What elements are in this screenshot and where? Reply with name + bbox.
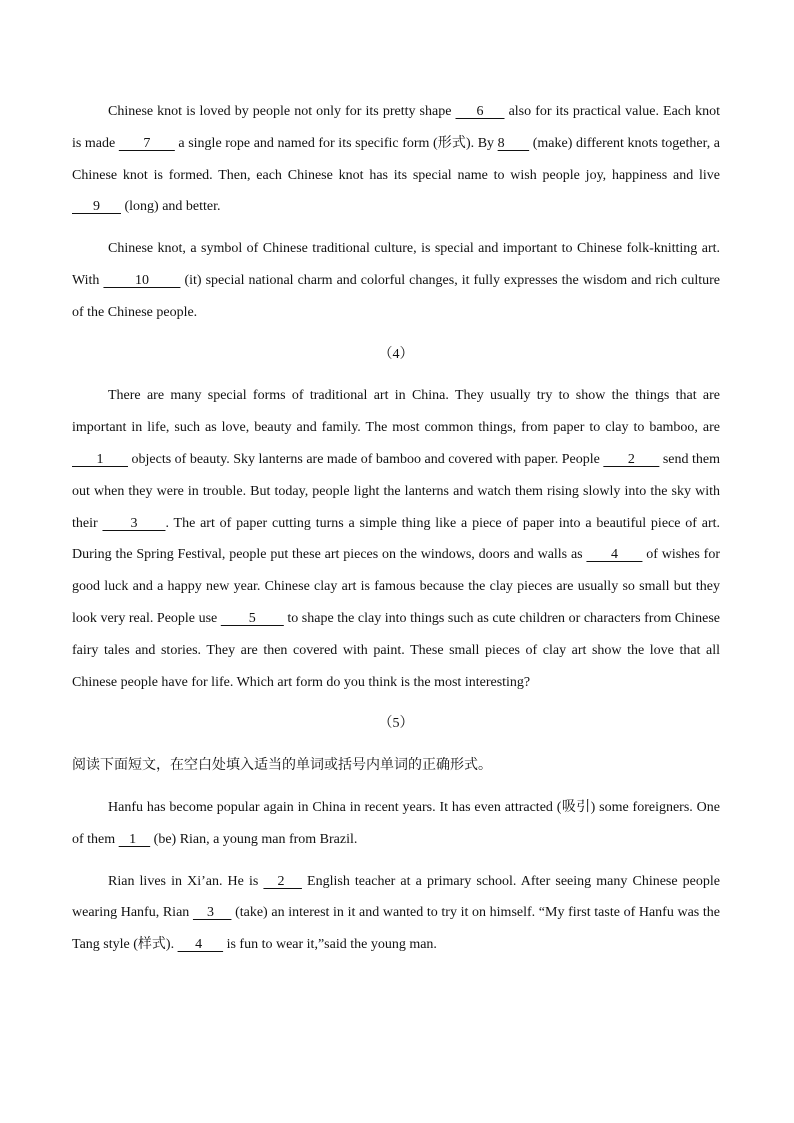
- blank-3[interactable]: 3: [192, 905, 232, 921]
- text-run: of wishes for good luck and a happy new year. Chinese clay art is famous because the clay pieces are usually so small but they look very real. People use: [72, 547, 720, 626]
- text-run: (it) special national charm and colorful changes, it fully expresses the wisdom and rich culture of the Chinese people.: [72, 272, 720, 320]
- blank-4[interactable]: 4: [177, 937, 224, 953]
- passage-paragraph-knot-2: [72, 233, 720, 328]
- text-run: is fun to wear it,”said the young man.: [223, 937, 437, 953]
- text-run: Hanfu has become popular again in China in recent years. It has even attracted (: [108, 799, 562, 815]
- blank-7[interactable]: 7: [118, 135, 175, 151]
- blank-5[interactable]: 5: [220, 610, 284, 626]
- blank-1[interactable]: 1: [72, 451, 128, 467]
- passage-paragraph-art: [72, 380, 720, 698]
- text-run: Rian lives in Xi’an. He is: [108, 873, 264, 889]
- blank-9[interactable]: 9: [72, 199, 121, 215]
- text-run: Chinese knot is loved by people not only for its pretty shape: [108, 104, 456, 119]
- section-label-5: （5）: [378, 716, 414, 732]
- text-run: (long) and better.: [121, 199, 221, 215]
- passage-paragraph-hanfu-2: [72, 866, 720, 961]
- blank-6[interactable]: 6: [455, 104, 505, 119]
- text-run: to shape the clay into things such as cute children or characters from Chinese fairy tales and stories. They are then covered with paint. These small pieces of clay art show the love that all Chinese people have for life. Which art form do you think is the most interesting?: [72, 610, 720, 690]
- text-run: Chinese knot, a symbol of Chinese traditional culture, is special and important to Chinese folk-knitting art. With: [72, 241, 720, 288]
- chinese-gloss: 吸引: [561, 798, 591, 815]
- blank-8[interactable]: 8: [497, 135, 530, 151]
- blank-4[interactable]: 4: [586, 547, 643, 563]
- section-label-4: （4）: [378, 346, 414, 362]
- text-run: ) some foreigners. One of them: [72, 799, 720, 847]
- text-run: send them out when they were in trouble. But today, people light the lanterns and watch them rising slowly into the sky with their: [72, 451, 720, 531]
- passage-paragraph-knot-1: [72, 96, 720, 223]
- text-run: objects of beauty. Sky lanterns are made of bamboo and covered with paper. People: [128, 451, 604, 467]
- blank-10[interactable]: 10: [103, 272, 181, 288]
- text-run: (take) an interest in it and wanted to try it on himself. “My first taste of Hanfu was the Tang style (: [72, 905, 720, 953]
- text-run: a single rope and named for its specific form (: [174, 135, 438, 151]
- text-run: There are many special forms of traditional art in China. They usually try to show the things that are important in life, such as love, beauty and family. The most common things, from paper to clay to bamboo, are: [72, 388, 720, 436]
- section-instruction: 阅读下面短文，在空白处填入适当的单词或括号内单词的正确形式。: [72, 757, 492, 774]
- blank-2[interactable]: 2: [263, 873, 302, 889]
- passage-paragraph-hanfu-1: [72, 792, 720, 856]
- blank-2[interactable]: 2: [603, 451, 660, 467]
- text-run: ).: [165, 937, 178, 953]
- paragraph-gap: [72, 223, 720, 233]
- chinese-gloss: 样式: [137, 936, 166, 953]
- chinese-gloss: 形式: [437, 134, 466, 151]
- text-run: (be) Rian, a young man from Brazil.: [150, 831, 358, 847]
- blank-1[interactable]: 1: [118, 831, 151, 847]
- text-run: (make) different knots together, a Chinese knot is formed. Then, each Chinese knot has its special name to wish people joy, happiness and live: [72, 135, 721, 183]
- text-run: ). By: [465, 135, 498, 151]
- blank-3[interactable]: 3: [102, 515, 166, 531]
- paragraph-gap: [72, 856, 720, 866]
- paragraph-gap: [72, 782, 720, 792]
- text-run: English teacher at a primary school. After seeing many Chinese people wearing Hanfu, Rian: [72, 873, 720, 921]
- text-run: . The art of paper cutting turns a simple thing like a piece of paper into a beautiful piece of art. During the Spring Festival, people put these art pieces on the windows, doors and walls as: [72, 515, 720, 563]
- document-page: [72, 96, 720, 961]
- text-run: also for its practical value. Each knot is made: [72, 104, 720, 151]
